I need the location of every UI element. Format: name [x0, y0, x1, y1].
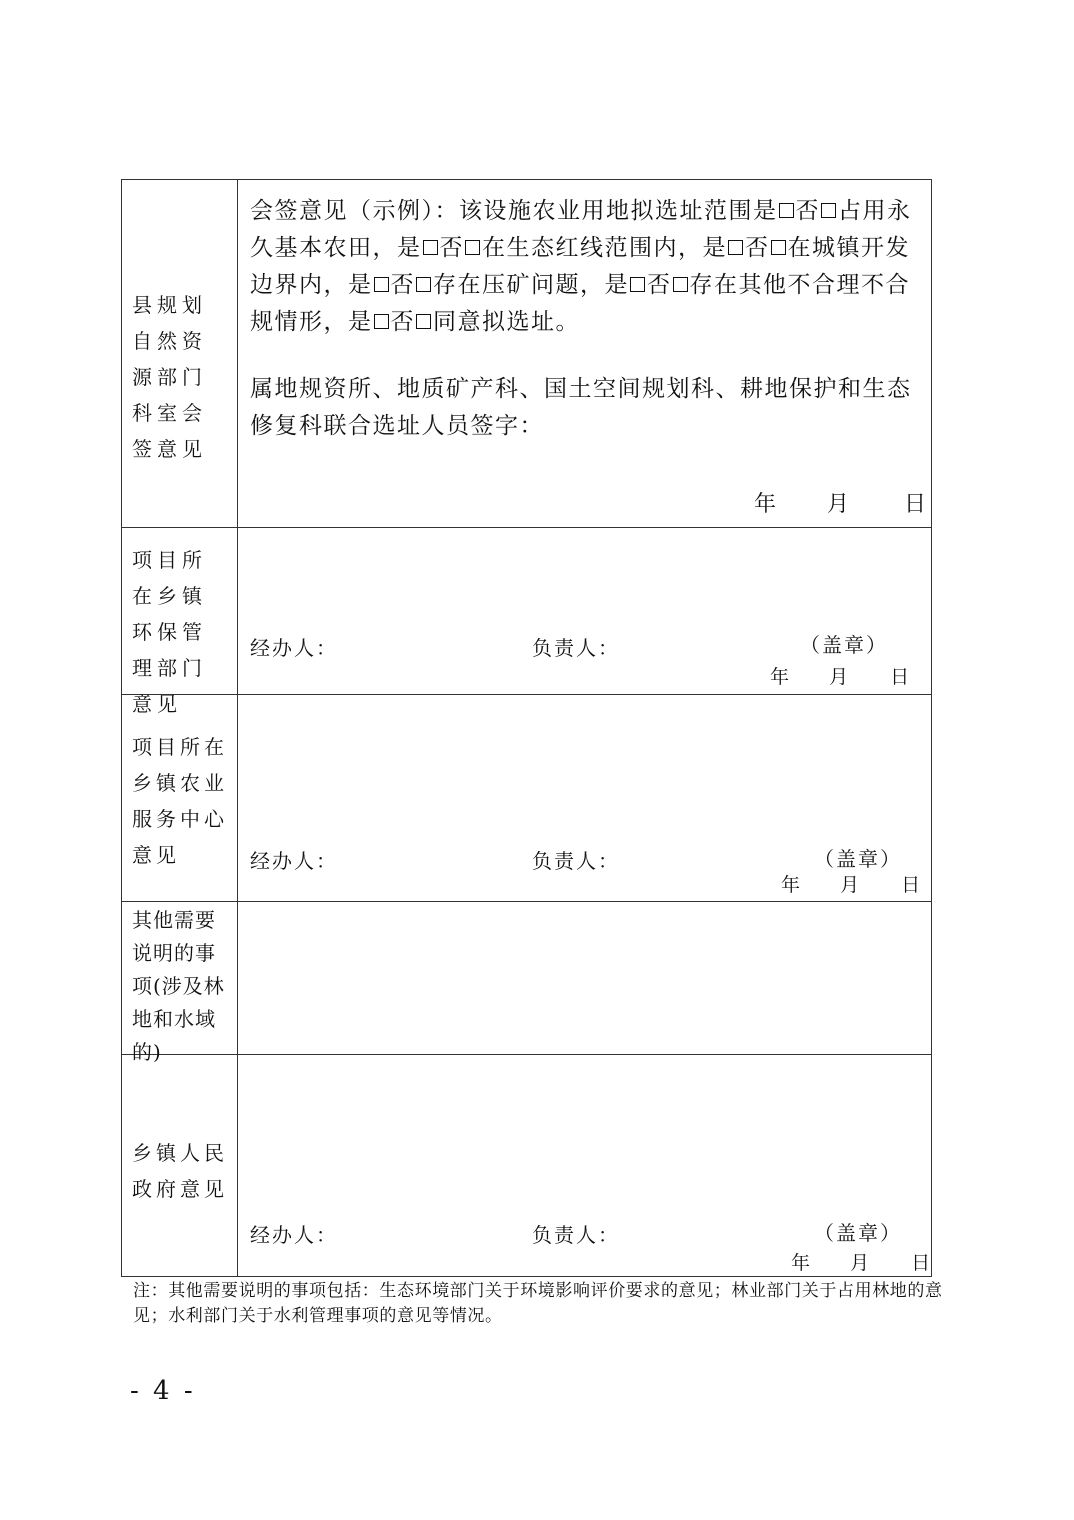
agri-center-row	[122, 695, 932, 902]
gov-manager-label: 负责人：	[532, 1223, 620, 1247]
township-gov-label: 乡镇人民政府意见	[132, 1141, 228, 1201]
township-gov-row	[122, 1055, 932, 1277]
checkbox-no-1[interactable]	[821, 203, 836, 218]
checkbox-no-2[interactable]	[465, 240, 480, 255]
env-seal-label: （盖章）	[800, 633, 888, 657]
env-dept-row	[122, 528, 932, 695]
gov-date: 年 月 日	[791, 1252, 933, 1274]
checkbox-yes-6[interactable]	[374, 314, 389, 329]
checkbox-yes-5[interactable]	[630, 277, 645, 292]
approval-form-table	[121, 179, 932, 1277]
checkbox-yes-3[interactable]	[728, 240, 743, 255]
gov-handler-label: 经办人：	[250, 1223, 338, 1247]
other-matters-label-cell	[122, 902, 238, 1064]
env-dept-content	[238, 528, 932, 695]
checkbox-no-4[interactable]	[416, 277, 431, 292]
agri-handler-label: 经办人：	[250, 849, 338, 873]
gov-seal-label: （盖章）	[814, 1221, 902, 1245]
planning-dept-row	[122, 180, 932, 528]
env-manager-label: 负责人：	[532, 636, 620, 660]
planning-opinion-text: 会签意见（示例）：该设施农业用地拟选址范围是 否 占用永久基本农田，是 否 在生态红线范围内，是 否 在城镇开发边界内，是 否 存在压矿问题，是 否 存在其他不合理不合规情形，是 否 同意拟选址。	[250, 198, 912, 335]
planning-dept-label: 县规划自然资源部门科室会签意见	[132, 293, 207, 461]
checkbox-no-6[interactable]	[416, 314, 431, 329]
agri-manager-label: 负责人：	[532, 849, 620, 873]
agri-seal-label: （盖章）	[814, 847, 902, 871]
planning-date: 年 月 日	[754, 492, 929, 517]
planning-signers-text: 属地规资所、地质矿产科、国土空间规划科、耕地保护和生态修复科联合选址人员签字：	[250, 376, 912, 439]
planning-dept-label-cell	[122, 180, 238, 528]
env-dept-label-cell	[122, 528, 238, 716]
checkbox-yes-2[interactable]	[423, 240, 438, 255]
township-gov-label-cell	[122, 1055, 238, 1277]
other-matters-row	[122, 902, 932, 1055]
checkbox-yes-1[interactable]	[779, 203, 794, 218]
env-date: 年 月 日	[770, 666, 912, 688]
checkbox-no-5[interactable]	[673, 277, 688, 292]
env-handler-label: 经办人：	[250, 636, 338, 660]
agri-center-label: 项目所在乡镇农业服务中心意见	[132, 735, 228, 867]
footnote: 注：其他需要说明的事项包括：生态环境部门关于环境影响评价要求的意见；林业部门关于占用林地的意见；水利部门关于水利管理事项的意见等情况。	[133, 1281, 943, 1326]
env-dept-label: 项目所在乡镇环保管理部门意见	[132, 548, 207, 716]
agri-center-label-cell	[122, 695, 238, 902]
checkbox-yes-4[interactable]	[374, 277, 389, 292]
checkbox-no-3[interactable]	[771, 240, 786, 255]
township-gov-content	[238, 1055, 932, 1277]
agri-date: 年 月 日	[781, 874, 923, 896]
agri-center-content	[238, 695, 932, 902]
planning-dept-content	[238, 180, 932, 528]
other-matters-content[interactable]	[238, 902, 932, 1055]
page-number: - 4 -	[130, 1376, 196, 1406]
other-matters-label: 其他需要说明的事项(涉及林地和水域的)	[132, 908, 225, 1064]
